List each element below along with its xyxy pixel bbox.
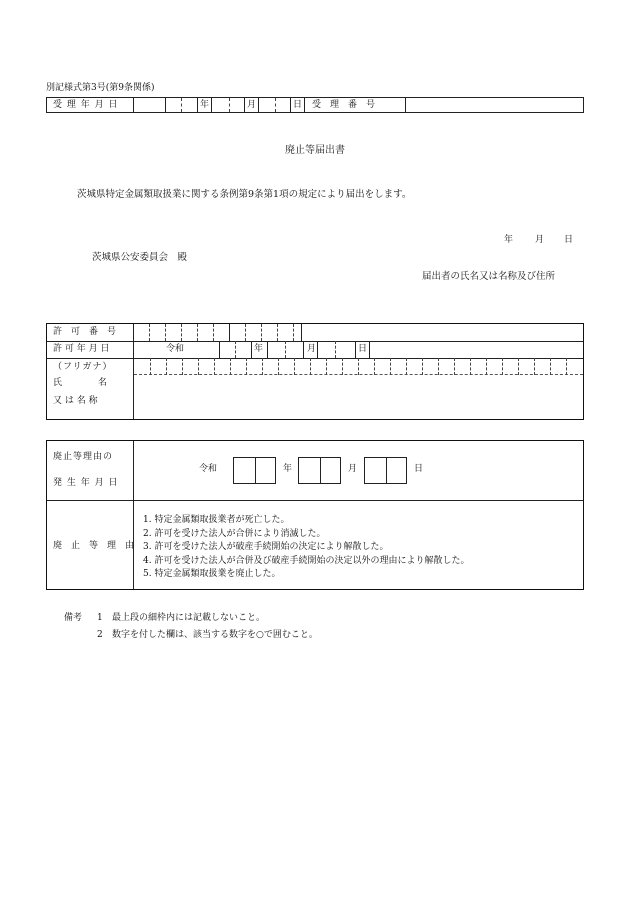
furigana-cell-divider <box>214 358 215 375</box>
reason-year-box[interactable] <box>233 457 276 484</box>
furigana-cell-divider <box>390 358 391 375</box>
notes-heading: 備考 <box>64 613 83 623</box>
name-label-2: 又 は 名 称 <box>53 396 98 406</box>
furigana-cell-divider <box>310 358 311 375</box>
name-field[interactable] <box>134 376 583 419</box>
furigana-cell-divider <box>182 358 183 375</box>
furigana-cell-divider <box>198 358 199 375</box>
name-label-1: 氏 名 <box>53 378 108 388</box>
furigana-cell-divider <box>518 358 519 375</box>
furigana-cell-divider <box>150 358 151 375</box>
reason-item[interactable]: 2. 許可を受けた法人が合併により消滅した。 <box>143 528 326 539</box>
furigana-cell-divider <box>374 358 375 375</box>
reason-date-label-1: 廃止等理由の <box>53 452 114 462</box>
license-era: 令和 <box>166 344 185 354</box>
furigana-cell-divider <box>534 358 535 375</box>
reason-month-box[interactable] <box>298 457 341 484</box>
form-id: 別記様式第3号(第9条関係) <box>46 83 155 93</box>
reason-date-label-2: 発 生 年 月 日 <box>53 478 119 488</box>
furigana-cell-divider <box>566 358 567 375</box>
reason-day-box[interactable] <box>364 457 407 484</box>
furigana-cell-divider <box>502 358 503 375</box>
note-num: 1 <box>97 613 103 623</box>
furigana-cell-divider <box>454 358 455 375</box>
furigana-cell-divider <box>246 358 247 375</box>
license-number-cells[interactable] <box>133 324 303 341</box>
receipt-year: 年 <box>200 100 210 110</box>
furigana-cell-divider <box>358 358 359 375</box>
furigana-cell-divider <box>326 358 327 375</box>
furigana-cell-divider <box>550 358 551 375</box>
furigana-label: （フリガナ） <box>53 362 113 372</box>
license-month: 月 <box>307 344 317 354</box>
license-date-cells[interactable] <box>133 341 373 358</box>
reason-era: 令和 <box>199 464 218 474</box>
furigana-cell-divider <box>438 358 439 375</box>
reason-item[interactable]: 5. 特定金属類取扱業を廃止した。 <box>143 569 281 579</box>
receipt-number-label: 受 理 番 号 <box>312 100 376 110</box>
notifier-label: 届出者の氏名又は名称及び住所 <box>422 271 556 282</box>
note-text: 数字を付した欄は、該当する数字を○で囲むこと。 <box>112 630 318 640</box>
receipt-date-label: 受 理 年 月 日 <box>53 100 119 110</box>
reason-table <box>46 440 584 590</box>
license-table <box>46 323 584 420</box>
reason-item[interactable]: 4. 許可を受けた法人が合併及び破産手続開始の決定以外の理由により解散した。 <box>143 555 470 566</box>
date-month: 月 <box>535 235 545 245</box>
license-number-label: 許 可 番 号 <box>53 327 117 337</box>
furigana-cell-divider <box>486 358 487 375</box>
furigana-cell-divider <box>262 358 263 375</box>
statement: 茨城県特定金属類取扱業に関する条例第9条第1項の規定により届出をします。 <box>77 189 412 200</box>
license-year: 年 <box>254 344 264 354</box>
furigana-cell-divider <box>278 358 279 375</box>
license-date-label: 許 可 年 月 日 <box>53 344 110 354</box>
receipt-month: 月 <box>247 100 257 110</box>
reason-day: 日 <box>414 464 424 474</box>
note-num: 2 <box>97 630 103 640</box>
furigana-cell-divider <box>342 358 343 375</box>
date-year: 年 <box>504 235 514 245</box>
reason-label: 廃 止 等 理 由 <box>53 541 135 551</box>
furigana-cell-divider <box>422 358 423 375</box>
note-text: 最上段の細枠内には記載しないこと。 <box>112 613 266 623</box>
reason-list <box>143 514 469 582</box>
furigana-cell-divider <box>294 358 295 375</box>
furigana-cell-divider <box>230 358 231 375</box>
page-title: 廃止等届出書 <box>285 145 345 156</box>
receipt-day: 日 <box>293 100 303 110</box>
reason-item[interactable]: 3. 許可を受けた法人が破産手続開始の決定により解散した。 <box>143 542 389 552</box>
furigana-cell-divider <box>406 358 407 375</box>
license-day: 日 <box>358 344 368 354</box>
reason-year: 年 <box>283 464 293 474</box>
receipt-row <box>46 97 584 113</box>
date-day: 日 <box>564 235 574 245</box>
furigana-cell-divider <box>470 358 471 375</box>
addressee: 茨城県公安委員会 殿 <box>92 252 188 263</box>
reason-item[interactable]: 1. 特定金属類取扱業者が死亡した。 <box>143 515 290 525</box>
furigana-cell-divider <box>166 358 167 375</box>
reason-month: 月 <box>348 464 358 474</box>
